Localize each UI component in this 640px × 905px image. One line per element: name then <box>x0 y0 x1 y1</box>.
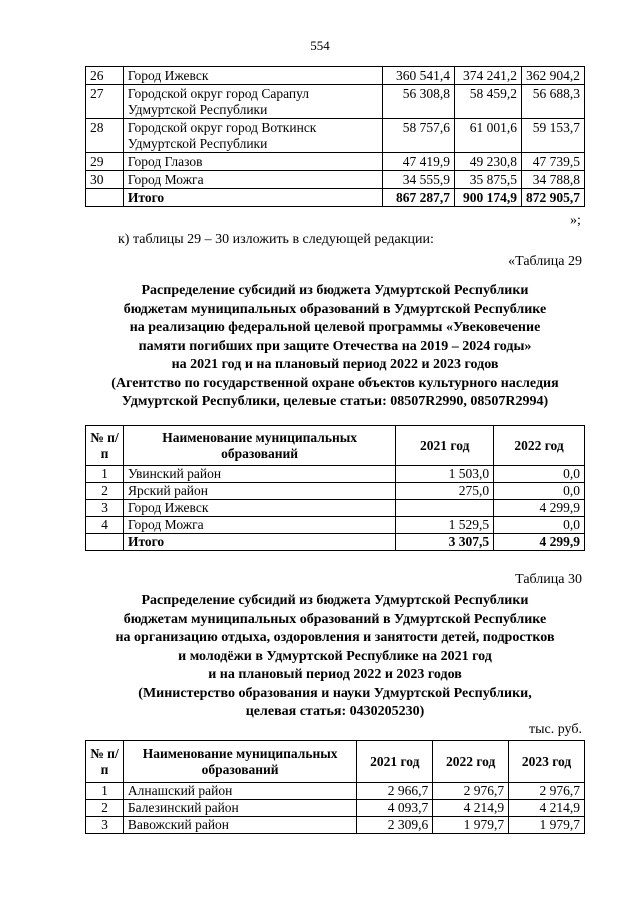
total-2021: 867 287,7 <box>383 189 455 207</box>
row-number: 2 <box>86 483 124 500</box>
table-row <box>86 119 585 153</box>
heading-line: бюджетам муниципальных образований в Удмуртской Республике <box>123 611 547 627</box>
total-2021: 3 307,5 <box>396 534 494 551</box>
total-2022: 4 299,9 <box>494 534 585 551</box>
header-2022: 2022 год <box>494 426 585 466</box>
empty-cell <box>86 189 124 207</box>
row-name: Городской округ город Воткинск Удмуртской Республики <box>123 119 382 153</box>
row-value-2023: 59 153,7 <box>521 119 584 153</box>
row-value-2021: 2 309,6 <box>357 817 433 834</box>
header-name: Наименование муниципальных образований <box>123 741 356 783</box>
row-value-2021: 4 093,7 <box>357 800 433 817</box>
row-number: 3 <box>86 500 124 517</box>
header-number: № п/п <box>86 426 124 466</box>
row-name: Увинский район <box>123 466 395 483</box>
total-row <box>86 534 585 551</box>
heading-line: Распределение субсидий из бюджета Удмуртской Республики <box>141 593 529 608</box>
heading-line: Удмуртской Республики, целевые статьи: 08507R2990, 08507R2994) <box>121 394 549 409</box>
heading-line: на организацию отдыха, оздоровления и занятости детей, подростков <box>115 630 555 645</box>
header-2021: 2021 год <box>357 741 433 783</box>
row-name: Город Можга <box>123 517 395 534</box>
header-name: Наименование муниципальных образований <box>123 426 395 466</box>
row-name: Город Можга <box>123 171 382 189</box>
row-name: Город Ижевск <box>123 67 382 85</box>
heading-line: на реализацию федеральной целевой программы «Увековечение <box>129 320 541 335</box>
row-value-2021: 1 529,5 <box>396 517 494 534</box>
row-name: Городской округ город Сарапул Удмуртской Республики <box>123 85 382 119</box>
row-number: 4 <box>86 517 124 534</box>
heading-line: (Агентство по государственной охране объектов культурного наследия <box>111 375 559 391</box>
row-value-2022: 4 214,9 <box>433 800 509 817</box>
amendment-instruction: к) таблицы 29 – 30 изложить в следующей редакции: <box>118 232 434 247</box>
table-row <box>86 153 585 171</box>
row-value-2021: 34 555,9 <box>383 171 455 189</box>
row-value-2023: 1 979,7 <box>509 817 585 834</box>
table-row <box>86 85 585 119</box>
header-2021: 2021 год <box>396 426 494 466</box>
heading-line: Распределение субсидий из бюджета Удмуртской Республики <box>141 283 529 298</box>
page-number: 554 <box>310 38 330 53</box>
row-value-2021: 58 757,6 <box>383 119 455 153</box>
table-row <box>86 171 585 189</box>
table-row <box>86 483 585 500</box>
units-label: тыс. руб. <box>529 722 582 737</box>
row-value-2021: 2 966,7 <box>357 783 433 800</box>
table-row <box>86 783 585 800</box>
row-name: Ярский район <box>123 483 395 500</box>
row-value-2021: 47 419,9 <box>383 153 455 171</box>
table-row <box>86 67 585 85</box>
header-2023: 2023 год <box>509 741 585 783</box>
row-value-2022: 0,0 <box>494 517 585 534</box>
total-label: Итого <box>123 189 382 207</box>
heading-line: и на плановый период 2022 и 2023 годов <box>208 667 462 682</box>
row-number: 27 <box>86 85 124 119</box>
row-number: 30 <box>86 171 124 189</box>
row-value-2023: 34 788,8 <box>521 171 584 189</box>
row-number: 2 <box>86 800 124 817</box>
heading-line: на 2021 год и на плановый период 2022 и 2023 годов <box>171 357 499 372</box>
row-value-2022: 35 875,5 <box>455 171 522 189</box>
table-row <box>86 466 585 483</box>
empty-cell <box>86 534 124 551</box>
header-2022: 2022 год <box>433 741 509 783</box>
heading-line: целевая статья: 0430205230) <box>245 704 425 719</box>
row-value-2021 <box>396 500 494 517</box>
row-value-2022: 49 230,8 <box>455 153 522 171</box>
row-value-2021: 275,0 <box>396 483 494 500</box>
total-2022: 900 174,9 <box>455 189 522 207</box>
row-value-2022: 58 459,2 <box>455 85 522 119</box>
row-value-2021: 1 503,0 <box>396 466 494 483</box>
total-row <box>86 189 585 207</box>
row-name: Город Глазов <box>123 153 382 171</box>
table-29 <box>85 425 585 551</box>
row-number: 1 <box>86 783 124 800</box>
row-number: 26 <box>86 67 124 85</box>
row-value-2021: 360 541,4 <box>383 67 455 85</box>
table-row <box>86 817 585 834</box>
row-value-2023: 47 739,5 <box>521 153 584 171</box>
header-number: № п/п <box>86 741 124 783</box>
table-row <box>86 800 585 817</box>
row-name: Алнашский район <box>123 783 356 800</box>
row-name: Вавожский район <box>123 817 356 834</box>
row-value-2022: 4 299,9 <box>494 500 585 517</box>
table-30-heading <box>85 592 585 722</box>
row-name: Балезинский район <box>123 800 356 817</box>
heading-line: и молодёжи в Удмуртской Республике на 2021 год <box>178 648 492 664</box>
row-value-2023: 2 976,7 <box>509 783 585 800</box>
row-value-2022: 1 979,7 <box>433 817 509 834</box>
row-value-2021: 56 308,8 <box>383 85 455 119</box>
row-value-2022: 0,0 <box>494 483 585 500</box>
row-value-2022: 2 976,7 <box>433 783 509 800</box>
table-row <box>86 517 585 534</box>
row-number: 28 <box>86 119 124 153</box>
table-30 <box>85 740 585 834</box>
row-value-2022: 61 001,6 <box>455 119 522 153</box>
row-value-2023: 362 904,2 <box>521 67 584 85</box>
row-value-2023: 4 214,9 <box>509 800 585 817</box>
heading-line: памяти погибших при защите Отечества на 2019 – 2024 годы» <box>138 338 532 354</box>
row-value-2023: 56 688,3 <box>521 85 584 119</box>
row-number: 1 <box>86 466 124 483</box>
total-2023: 872 905,7 <box>521 189 584 207</box>
row-number: 29 <box>86 153 124 171</box>
row-number: 3 <box>86 817 124 834</box>
table-row <box>86 500 585 517</box>
table-29-heading <box>85 282 585 412</box>
row-value-2022: 0,0 <box>494 466 585 483</box>
heading-line: бюджетам муниципальных образований в Удмуртской Республике <box>123 301 547 317</box>
closing-quote: »; <box>570 213 581 228</box>
total-label: Итого <box>123 534 395 551</box>
previous-table <box>85 66 585 207</box>
heading-line: (Министерство образования и науки Удмуртской Республики, <box>138 685 532 701</box>
row-value-2022: 374 241,2 <box>455 67 522 85</box>
table-29-label: «Таблица 29 <box>508 254 582 269</box>
table-30-label: Таблица 30 <box>515 572 582 587</box>
row-name: Город Ижевск <box>123 500 395 517</box>
